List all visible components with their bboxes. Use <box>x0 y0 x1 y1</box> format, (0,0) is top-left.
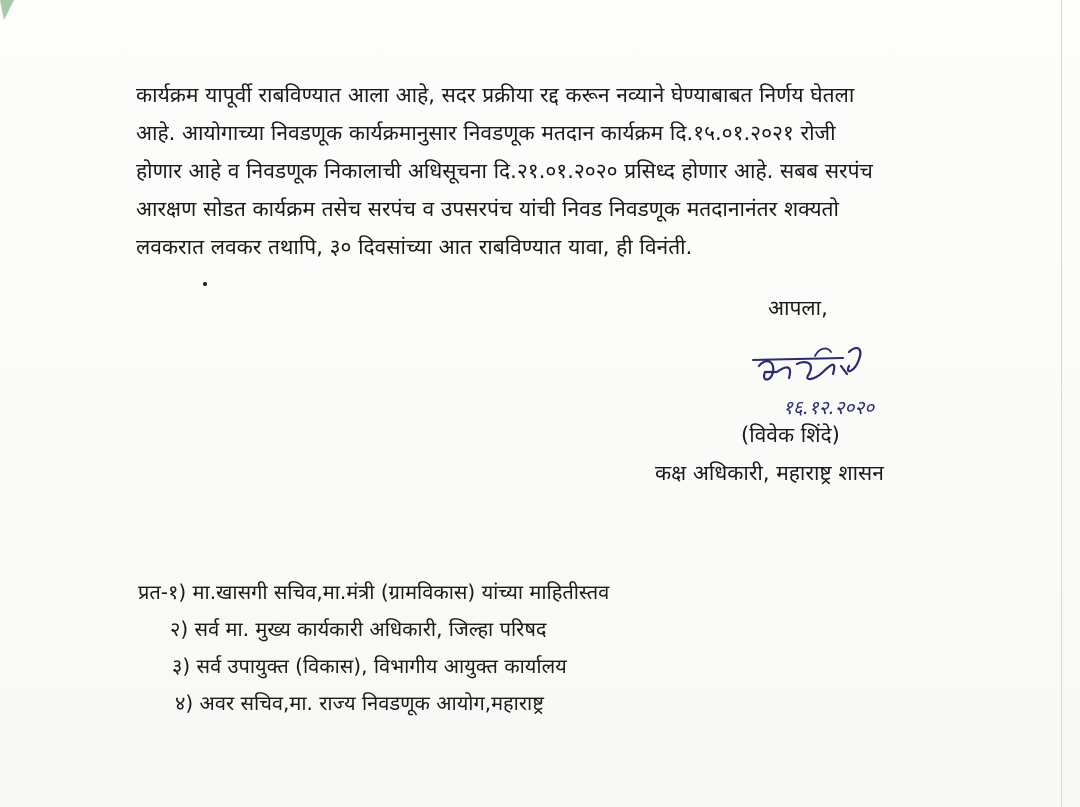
copy-recipient: ३) सर्व उपायुक्त (विकास), विभागीय आयुक्त कार्यालय <box>172 654 567 678</box>
signer-designation: कक्ष अधिकारी, महाराष्ट्र शासन <box>655 461 884 485</box>
body-line: होणार आहे व निवडणूक निकालाची अधिसूचना दि.२१.०१.२०२० प्रसिध्द होणार आहे. सबब सरपंच <box>136 159 873 183</box>
body-line: लवकरात लवकर तथापि, ३० दिवसांच्या आत राबविण्यात यावा, ही विनंती. <box>136 235 693 259</box>
closing-salutation: आपला, <box>768 296 828 320</box>
stray-dot <box>203 282 207 286</box>
copy-recipient: २) सर्व मा. मुख्य कार्यकारी अधिकारी, जिल्हा परिषद <box>170 617 547 641</box>
signer-name: (विवेक शिंदे) <box>741 423 840 447</box>
body-line: कार्यक्रम यापूर्वी राबविण्यात आला आहे, सदर प्रक्रीया रद्द करून नव्याने घेण्याबाबत निर्णय घेतला <box>136 83 855 107</box>
letter-body <box>136 76 1036 266</box>
copy-recipient: प्रत-१) मा.खासगी सचिव,मा.मंत्री (ग्रामविकास) यांच्या माहितीस्तव <box>138 580 610 604</box>
page-edge-line <box>1061 0 1062 807</box>
copy-to-list <box>138 574 609 722</box>
handwritten-signature <box>745 338 915 423</box>
body-line: आहे. आयोगाच्या निवडणूक कार्यक्रमानुसार निवडणूक मतदान कार्यक्रम दि.१५.०१.२०२१ रोजी <box>136 121 836 145</box>
copy-recipient: ४) अवर सचिव,मा. राज्य निवडणूक आयोग,महाराष्ट्र <box>175 691 544 715</box>
corner-mark-icon <box>0 0 26 22</box>
body-line: आरक्षण सोडत कार्यक्रम तसेच सरपंच व उपसरपंच यांची निवड निवडणूक मतदानानंतर शक्यतो <box>136 197 839 221</box>
signature-date: १६.१२.२०२० <box>783 397 875 419</box>
